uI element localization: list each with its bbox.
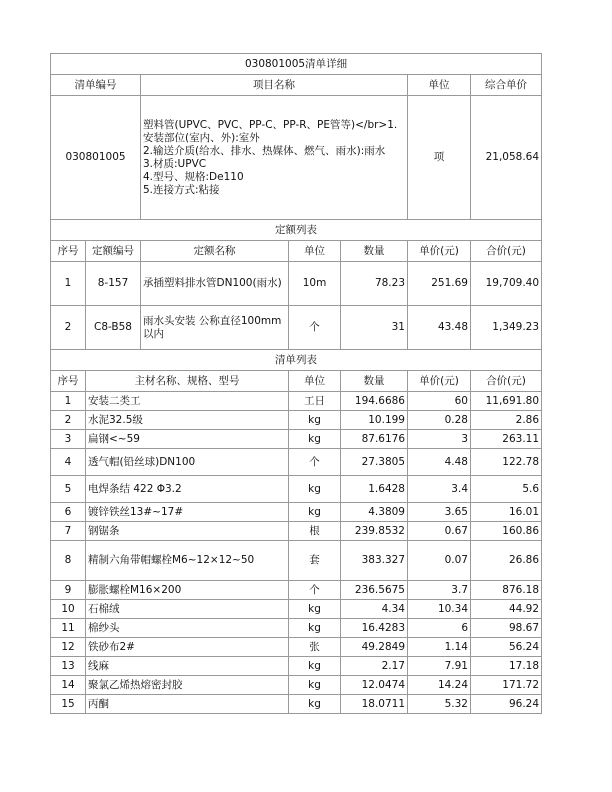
material-name: 丙酮 xyxy=(86,695,289,714)
material-unit: 根 xyxy=(289,522,341,541)
quota-code: 8-157 xyxy=(86,262,141,306)
material-name: 钢锯条 xyxy=(86,522,289,541)
material-unit: kg xyxy=(289,503,341,522)
material-qty: 1.6428 xyxy=(341,476,408,503)
material-unit: kg xyxy=(289,600,341,619)
material-total: 122.78 xyxy=(471,449,542,476)
material-unit: 工日 xyxy=(289,392,341,411)
material-no: 7 xyxy=(51,522,86,541)
quota-header-row xyxy=(51,241,542,262)
quota-header-unit: 单位 xyxy=(289,241,341,262)
material-header-price: 单价(元) xyxy=(408,371,471,392)
material-total: 160.86 xyxy=(471,522,542,541)
material-price: 3 xyxy=(408,430,471,449)
quota-total: 1,349.23 xyxy=(471,306,542,350)
item-header-row xyxy=(51,75,542,96)
material-no: 15 xyxy=(51,695,86,714)
material-qty: 383.327 xyxy=(341,541,408,581)
material-unit: kg xyxy=(289,476,341,503)
quota-header-code: 定额编号 xyxy=(86,241,141,262)
material-no: 6 xyxy=(51,503,86,522)
quota-price: 43.48 xyxy=(408,306,471,350)
material-unit: kg xyxy=(289,676,341,695)
material-row xyxy=(51,503,542,522)
material-unit: kg xyxy=(289,657,341,676)
material-row xyxy=(51,676,542,695)
material-total: 98.67 xyxy=(471,619,542,638)
material-no: 5 xyxy=(51,476,86,503)
quota-total: 19,709.40 xyxy=(471,262,542,306)
material-qty: 87.6176 xyxy=(341,430,408,449)
material-total: 5.6 xyxy=(471,476,542,503)
material-no: 13 xyxy=(51,657,86,676)
material-name: 棉纱头 xyxy=(86,619,289,638)
material-qty: 12.0474 xyxy=(341,676,408,695)
item-description: 塑料管(UPVC、PVC、PP-C、PP-R、PE管等)</br>1.安装部位(室内、外):室外 2.输送介质(给水、排水、热媒体、燃气、雨水):雨水 3.材质:UPVC 4.型号、规格:De110 5.连接方式:粘接 xyxy=(141,96,408,220)
material-price: 5.32 xyxy=(408,695,471,714)
material-name: 石棉绒 xyxy=(86,600,289,619)
material-no: 1 xyxy=(51,392,86,411)
material-unit: kg xyxy=(289,695,341,714)
item-code-header: 清单编号 xyxy=(51,75,141,96)
item-unit: 项 xyxy=(408,96,471,220)
material-no: 11 xyxy=(51,619,86,638)
material-row xyxy=(51,411,542,430)
material-header-no: 序号 xyxy=(51,371,86,392)
material-total: 26.86 xyxy=(471,541,542,581)
material-unit: kg xyxy=(289,619,341,638)
material-no: 4 xyxy=(51,449,86,476)
material-price: 3.7 xyxy=(408,581,471,600)
material-total: 17.18 xyxy=(471,657,542,676)
material-name: 铁砂布2# xyxy=(86,638,289,657)
material-name: 精制六角带帽螺栓M6~12×12~50 xyxy=(86,541,289,581)
material-row xyxy=(51,695,542,714)
material-name: 电焊条结 422 Φ3.2 xyxy=(86,476,289,503)
material-section-row xyxy=(51,350,542,371)
material-no: 14 xyxy=(51,676,86,695)
material-header-total: 合价(元) xyxy=(471,371,542,392)
material-price: 3.4 xyxy=(408,476,471,503)
material-qty: 239.8532 xyxy=(341,522,408,541)
quota-section-row xyxy=(51,220,542,241)
bill-detail-table xyxy=(50,53,542,714)
material-row xyxy=(51,581,542,600)
material-name: 聚氯乙烯热熔密封胶 xyxy=(86,676,289,695)
material-qty: 4.3809 xyxy=(341,503,408,522)
quota-price: 251.69 xyxy=(408,262,471,306)
quota-header-no: 序号 xyxy=(51,241,86,262)
material-price: 1.14 xyxy=(408,638,471,657)
material-rows xyxy=(51,392,542,714)
material-price: 3.65 xyxy=(408,503,471,522)
material-price: 6 xyxy=(408,619,471,638)
material-row xyxy=(51,619,542,638)
material-qty: 236.5675 xyxy=(341,581,408,600)
quota-no: 2 xyxy=(51,306,86,350)
material-section-title: 清单列表 xyxy=(51,350,542,371)
item-price: 21,058.64 xyxy=(471,96,542,220)
quota-name: 承插塑料排水管DN100(雨水) xyxy=(141,262,289,306)
material-price: 4.48 xyxy=(408,449,471,476)
material-price: 7.91 xyxy=(408,657,471,676)
quota-unit: 10m xyxy=(289,262,341,306)
material-total: 96.24 xyxy=(471,695,542,714)
material-qty: 2.17 xyxy=(341,657,408,676)
material-no: 3 xyxy=(51,430,86,449)
material-name: 安装二类工 xyxy=(86,392,289,411)
material-total: 56.24 xyxy=(471,638,542,657)
material-qty: 10.199 xyxy=(341,411,408,430)
material-row xyxy=(51,392,542,411)
material-total: 44.92 xyxy=(471,600,542,619)
material-row xyxy=(51,476,542,503)
quota-qty: 78.23 xyxy=(341,262,408,306)
material-row xyxy=(51,430,542,449)
material-price: 0.07 xyxy=(408,541,471,581)
material-unit: 张 xyxy=(289,638,341,657)
material-total: 2.86 xyxy=(471,411,542,430)
quota-no: 1 xyxy=(51,262,86,306)
material-no: 9 xyxy=(51,581,86,600)
title-row xyxy=(51,54,542,75)
material-total: 11,691.80 xyxy=(471,392,542,411)
quota-header-total: 合价(元) xyxy=(471,241,542,262)
quota-header-qty: 数量 xyxy=(341,241,408,262)
material-name: 膨胀螺栓M16×200 xyxy=(86,581,289,600)
item-unit-header: 单位 xyxy=(408,75,471,96)
material-price: 60 xyxy=(408,392,471,411)
material-price: 0.28 xyxy=(408,411,471,430)
material-row xyxy=(51,541,542,581)
material-unit: 个 xyxy=(289,449,341,476)
material-unit: kg xyxy=(289,430,341,449)
material-qty: 49.2849 xyxy=(341,638,408,657)
material-header-qty: 数量 xyxy=(341,371,408,392)
material-qty: 27.3805 xyxy=(341,449,408,476)
material-name: 扁钢<~59 xyxy=(86,430,289,449)
material-name: 线麻 xyxy=(86,657,289,676)
material-total: 876.18 xyxy=(471,581,542,600)
quota-name: 雨水头安装 公称直径100mm以内 xyxy=(141,306,289,350)
material-no: 8 xyxy=(51,541,86,581)
material-header-name: 主材名称、规格、型号 xyxy=(86,371,289,392)
material-header-row xyxy=(51,371,542,392)
material-total: 171.72 xyxy=(471,676,542,695)
material-header-unit: 单位 xyxy=(289,371,341,392)
quota-row xyxy=(51,306,542,350)
material-row xyxy=(51,600,542,619)
quota-code: C8-B58 xyxy=(86,306,141,350)
item-code: 030801005 xyxy=(51,96,141,220)
material-unit: 套 xyxy=(289,541,341,581)
quota-qty: 31 xyxy=(341,306,408,350)
quota-header-name: 定额名称 xyxy=(141,241,289,262)
material-row xyxy=(51,638,542,657)
material-name: 水泥32.5级 xyxy=(86,411,289,430)
item-name-header: 项目名称 xyxy=(141,75,408,96)
material-unit: kg xyxy=(289,411,341,430)
material-total: 263.11 xyxy=(471,430,542,449)
material-price: 14.24 xyxy=(408,676,471,695)
material-no: 10 xyxy=(51,600,86,619)
material-name: 镀锌铁丝13#~17# xyxy=(86,503,289,522)
item-row xyxy=(51,96,542,220)
material-no: 12 xyxy=(51,638,86,657)
material-row xyxy=(51,657,542,676)
material-qty: 4.34 xyxy=(341,600,408,619)
quota-unit: 个 xyxy=(289,306,341,350)
item-price-header: 综合单价 xyxy=(471,75,542,96)
quota-section-title: 定额列表 xyxy=(51,220,542,241)
quota-row xyxy=(51,262,542,306)
material-price: 10.34 xyxy=(408,600,471,619)
material-total: 16.01 xyxy=(471,503,542,522)
material-no: 2 xyxy=(51,411,86,430)
material-price: 0.67 xyxy=(408,522,471,541)
material-row xyxy=(51,522,542,541)
material-qty: 194.6686 xyxy=(341,392,408,411)
material-name: 透气帽(铅丝球)DN100 xyxy=(86,449,289,476)
material-qty: 16.4283 xyxy=(341,619,408,638)
page-title: 030801005清单详细 xyxy=(51,54,542,75)
material-row xyxy=(51,449,542,476)
material-qty: 18.0711 xyxy=(341,695,408,714)
material-unit: 个 xyxy=(289,581,341,600)
quota-header-price: 单价(元) xyxy=(408,241,471,262)
